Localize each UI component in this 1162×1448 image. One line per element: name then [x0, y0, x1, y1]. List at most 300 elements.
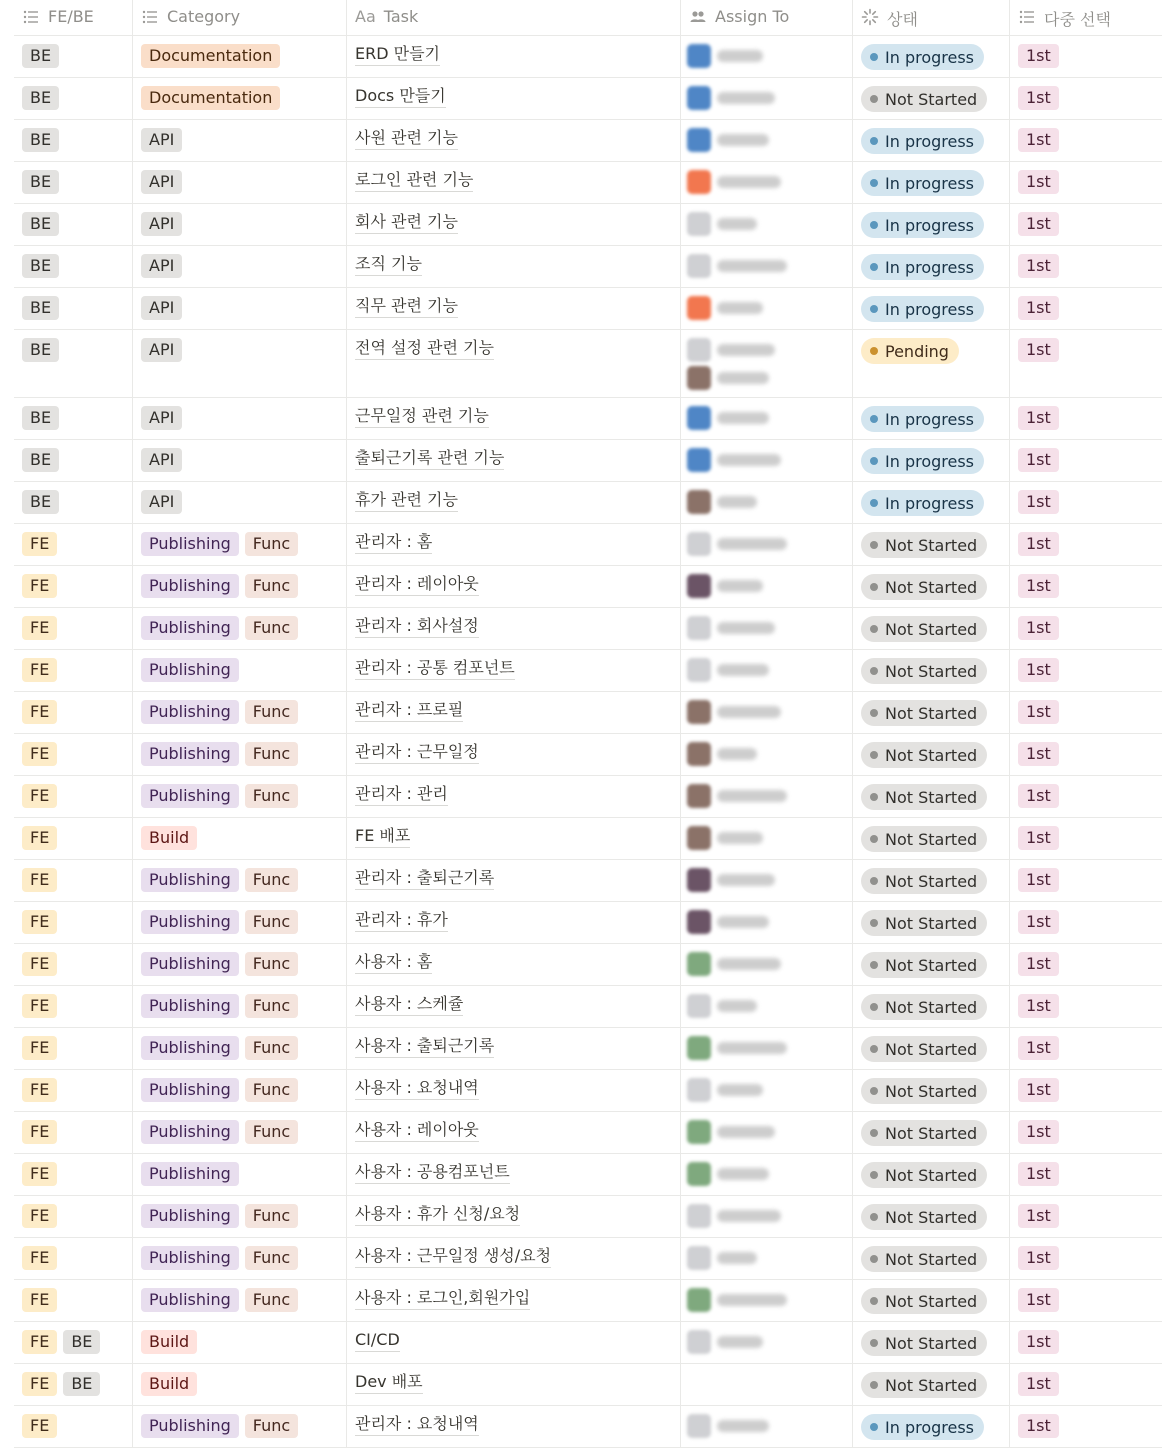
- assignee-cell[interactable]: [681, 650, 853, 691]
- table-row[interactable]: [14, 120, 1162, 162]
- task-cell[interactable]: [347, 1280, 681, 1321]
- assignee-cell[interactable]: [681, 944, 853, 985]
- multi-select-cell[interactable]: [1010, 860, 1162, 901]
- avatar: [687, 1414, 711, 1438]
- task-title-link[interactable]: 사용자 : 로그인,회원가입: [355, 1288, 530, 1310]
- category-cell[interactable]: [133, 1028, 347, 1069]
- table-row[interactable]: [14, 692, 1162, 734]
- category-cell[interactable]: [133, 440, 347, 481]
- assignee-cell[interactable]: [681, 1028, 853, 1069]
- task-cell[interactable]: [347, 902, 681, 943]
- task-cell[interactable]: [347, 482, 681, 523]
- task-cell[interactable]: [347, 692, 681, 733]
- status-cell[interactable]: [853, 1196, 1010, 1237]
- task-cell[interactable]: [347, 608, 681, 649]
- category-cell[interactable]: [133, 776, 347, 817]
- category-cell[interactable]: [133, 986, 347, 1027]
- status-cell[interactable]: [853, 818, 1010, 859]
- assignee-name-redacted: [717, 1000, 757, 1012]
- assignee-cell[interactable]: [681, 818, 853, 859]
- table-row[interactable]: [14, 204, 1162, 246]
- table-row[interactable]: [14, 524, 1162, 566]
- column-header-category[interactable]: [133, 0, 347, 35]
- table-row[interactable]: [14, 1070, 1162, 1112]
- task-title-link[interactable]: 직무 관련 기능: [355, 296, 458, 318]
- category-cell[interactable]: [133, 860, 347, 901]
- category-cell[interactable]: [133, 692, 347, 733]
- febe-cell[interactable]: [14, 440, 133, 481]
- multi-select-cell[interactable]: [1010, 1322, 1162, 1363]
- multi-select-cell[interactable]: [1010, 1112, 1162, 1153]
- task-cell[interactable]: [347, 440, 681, 481]
- febe-tag: BE: [22, 448, 59, 472]
- category-cell[interactable]: [133, 330, 347, 397]
- category-cell[interactable]: [133, 1112, 347, 1153]
- febe-cell[interactable]: [14, 1364, 133, 1405]
- task-cell[interactable]: [347, 78, 681, 119]
- task-title-link[interactable]: 조직 기능: [355, 254, 422, 276]
- febe-cell[interactable]: [14, 1238, 133, 1279]
- category-tag: Func: [245, 910, 298, 934]
- multi-select-cell[interactable]: [1010, 120, 1162, 161]
- status-cell[interactable]: [853, 1070, 1010, 1111]
- task-cell[interactable]: [347, 860, 681, 901]
- task-cell[interactable]: [347, 986, 681, 1027]
- multi-select-cell[interactable]: [1010, 1070, 1162, 1111]
- task-cell[interactable]: [347, 204, 681, 245]
- table-row[interactable]: [14, 1364, 1162, 1406]
- multi-select-cell[interactable]: [1010, 818, 1162, 859]
- table-row[interactable]: [14, 1238, 1162, 1280]
- task-cell[interactable]: [347, 330, 681, 397]
- table-row[interactable]: [14, 650, 1162, 692]
- table-row[interactable]: [14, 78, 1162, 120]
- category-cell[interactable]: [133, 120, 347, 161]
- multi-select-cell[interactable]: [1010, 440, 1162, 481]
- table-row[interactable]: [14, 36, 1162, 78]
- table-row[interactable]: [14, 1154, 1162, 1196]
- task-cell[interactable]: [347, 1322, 681, 1363]
- task-cell[interactable]: [347, 776, 681, 817]
- status-cell[interactable]: [853, 204, 1010, 245]
- status-cell[interactable]: [853, 944, 1010, 985]
- assignee-cell[interactable]: [681, 1364, 853, 1405]
- table-row[interactable]: [14, 902, 1162, 944]
- status-cell[interactable]: [853, 288, 1010, 329]
- column-header-multi-select[interactable]: [1010, 0, 1162, 35]
- status-cell[interactable]: [853, 120, 1010, 161]
- assignee-cell[interactable]: [681, 482, 853, 523]
- task-title-link[interactable]: 관리자 : 요청내역: [355, 1414, 479, 1436]
- assignee-cell[interactable]: [681, 1196, 853, 1237]
- task-cell[interactable]: [347, 524, 681, 565]
- febe-cell[interactable]: [14, 1070, 133, 1111]
- task-cell[interactable]: [347, 1364, 681, 1405]
- multi-select-cell[interactable]: [1010, 1280, 1162, 1321]
- multi-select-cell[interactable]: [1010, 524, 1162, 565]
- task-title-link[interactable]: 근무일정 관련 기능: [355, 406, 489, 428]
- table-row[interactable]: [14, 566, 1162, 608]
- task-cell[interactable]: [347, 818, 681, 859]
- febe-cell[interactable]: [14, 482, 133, 523]
- assignee-cell[interactable]: [681, 860, 853, 901]
- assignee-cell[interactable]: [681, 1112, 853, 1153]
- status-cell[interactable]: [853, 860, 1010, 901]
- table-row[interactable]: [14, 246, 1162, 288]
- febe-cell[interactable]: [14, 734, 133, 775]
- task-title-link[interactable]: 관리자 : 휴가: [355, 910, 448, 932]
- assignee-cell[interactable]: [681, 608, 853, 649]
- assignee-cell[interactable]: [681, 288, 853, 329]
- task-cell[interactable]: [347, 36, 681, 77]
- category-cell[interactable]: [133, 734, 347, 775]
- task-cell[interactable]: [347, 566, 681, 607]
- task-title-link[interactable]: 사용자 : 레이아웃: [355, 1120, 479, 1142]
- category-cell[interactable]: [133, 482, 347, 523]
- task-title-link[interactable]: 전역 설정 관련 기능: [355, 338, 494, 360]
- assignee-cell[interactable]: [681, 1070, 853, 1111]
- category-tag: Func: [245, 1120, 298, 1144]
- category-cell[interactable]: [133, 246, 347, 287]
- category-cell[interactable]: [133, 566, 347, 607]
- status-cell[interactable]: [853, 1364, 1010, 1405]
- table-row[interactable]: [14, 734, 1162, 776]
- category-cell[interactable]: [133, 1322, 347, 1363]
- febe-cell[interactable]: [14, 36, 133, 77]
- assignee-cell[interactable]: [681, 986, 853, 1027]
- febe-tag: FE: [22, 952, 57, 976]
- multi-select-cell[interactable]: [1010, 1406, 1162, 1447]
- category-cell[interactable]: [133, 1280, 347, 1321]
- task-title-link[interactable]: 관리자 : 공통 컴포넌트: [355, 658, 515, 680]
- table-row[interactable]: [14, 1112, 1162, 1154]
- assignee-cell[interactable]: [681, 246, 853, 287]
- multi-select-cell[interactable]: [1010, 902, 1162, 943]
- febe-cell[interactable]: [14, 78, 133, 119]
- status-cell[interactable]: [853, 1280, 1010, 1321]
- febe-cell[interactable]: [14, 120, 133, 161]
- task-title-link[interactable]: 출퇴근기록 관련 기능: [355, 448, 504, 470]
- table-row[interactable]: [14, 440, 1162, 482]
- assignee-cell[interactable]: [681, 120, 853, 161]
- task-cell[interactable]: [347, 944, 681, 985]
- status-cell[interactable]: [853, 692, 1010, 733]
- category-cell[interactable]: [133, 1364, 347, 1405]
- febe-cell[interactable]: [14, 398, 133, 439]
- assignee-cell[interactable]: [681, 1238, 853, 1279]
- category-cell[interactable]: [133, 36, 347, 77]
- task-title-link[interactable]: 관리자 : 프로필: [355, 700, 463, 722]
- assignee: [687, 1036, 844, 1060]
- status-cell[interactable]: [853, 734, 1010, 775]
- multi-select-cell[interactable]: [1010, 398, 1162, 439]
- task-cell[interactable]: [347, 1238, 681, 1279]
- assignee-cell[interactable]: [681, 36, 853, 77]
- category-cell[interactable]: [133, 1238, 347, 1279]
- febe-cell[interactable]: [14, 1406, 133, 1447]
- status-cell[interactable]: [853, 1154, 1010, 1195]
- status-cell[interactable]: [853, 398, 1010, 439]
- febe-cell[interactable]: [14, 524, 133, 565]
- assignee-cell[interactable]: [681, 1280, 853, 1321]
- febe-cell[interactable]: [14, 246, 133, 287]
- task-title-link[interactable]: 회사 관련 기능: [355, 212, 458, 234]
- multi-select-cell[interactable]: [1010, 288, 1162, 329]
- assignee: [687, 406, 844, 430]
- status-dot-icon: [870, 137, 878, 145]
- status-dot-icon: [870, 457, 878, 465]
- febe-tag: BE: [63, 1330, 100, 1354]
- febe-cell[interactable]: [14, 330, 133, 397]
- category-cell[interactable]: [133, 1196, 347, 1237]
- assignee-name-redacted: [717, 134, 769, 146]
- category-cell[interactable]: [133, 818, 347, 859]
- multi-select-cell[interactable]: [1010, 776, 1162, 817]
- multi-select-cell[interactable]: [1010, 78, 1162, 119]
- multi-select-cell[interactable]: [1010, 482, 1162, 523]
- table-row[interactable]: [14, 1196, 1162, 1238]
- febe-cell[interactable]: [14, 776, 133, 817]
- task-title-link[interactable]: CI/CD: [355, 1330, 400, 1352]
- table-row[interactable]: [14, 482, 1162, 524]
- task-cell[interactable]: [347, 1406, 681, 1447]
- febe-cell[interactable]: [14, 650, 133, 691]
- task-title-link[interactable]: 사용자 : 근무일정 생성/요청: [355, 1246, 551, 1268]
- assignee-cell[interactable]: [681, 78, 853, 119]
- status-cell[interactable]: [853, 330, 1010, 397]
- febe-cell[interactable]: [14, 162, 133, 203]
- task-cell[interactable]: [347, 162, 681, 203]
- status-cell[interactable]: [853, 524, 1010, 565]
- table-row[interactable]: [14, 1406, 1162, 1448]
- assignee-cell[interactable]: [681, 204, 853, 245]
- task-cell[interactable]: [347, 650, 681, 691]
- task-cell[interactable]: [347, 246, 681, 287]
- febe-cell[interactable]: [14, 1028, 133, 1069]
- category-cell[interactable]: [133, 288, 347, 329]
- assignee-cell[interactable]: [681, 566, 853, 607]
- task-cell[interactable]: [347, 1112, 681, 1153]
- task-cell[interactable]: [347, 734, 681, 775]
- multi-select-cell[interactable]: [1010, 1196, 1162, 1237]
- category-cell[interactable]: [133, 1406, 347, 1447]
- status-label: Not Started: [885, 535, 978, 555]
- status-cell[interactable]: [853, 162, 1010, 203]
- category-cell[interactable]: [133, 398, 347, 439]
- task-title-link[interactable]: FE 배포: [355, 826, 410, 848]
- table-row[interactable]: [14, 1322, 1162, 1364]
- febe-cell[interactable]: [14, 902, 133, 943]
- task-title-link[interactable]: 관리자 : 홈: [355, 532, 432, 554]
- multi-select-cell[interactable]: [1010, 734, 1162, 775]
- febe-cell[interactable]: [14, 1154, 133, 1195]
- task-cell[interactable]: [347, 1196, 681, 1237]
- task-title-link[interactable]: ERD 만들기: [355, 44, 440, 66]
- category-cell[interactable]: [133, 902, 347, 943]
- multi-select-cell[interactable]: [1010, 36, 1162, 77]
- assignee-cell[interactable]: [681, 902, 853, 943]
- febe-cell[interactable]: [14, 1196, 133, 1237]
- assignee-cell[interactable]: [681, 776, 853, 817]
- task-title-link[interactable]: 관리자 : 레이아웃: [355, 574, 479, 596]
- task-cell[interactable]: [347, 120, 681, 161]
- category-cell[interactable]: [133, 944, 347, 985]
- status-cell[interactable]: [853, 650, 1010, 691]
- status-label: In progress: [885, 257, 975, 277]
- multi-select-cell[interactable]: [1010, 566, 1162, 607]
- category-cell[interactable]: [133, 162, 347, 203]
- task-cell[interactable]: [347, 398, 681, 439]
- assignee-cell[interactable]: [681, 398, 853, 439]
- task-cell[interactable]: [347, 1070, 681, 1111]
- status-cell[interactable]: [853, 1406, 1010, 1447]
- assignee-cell[interactable]: [681, 692, 853, 733]
- status-cell[interactable]: [853, 566, 1010, 607]
- task-title-link[interactable]: 사용자 : 스케쥴: [355, 994, 463, 1016]
- table-row[interactable]: [14, 986, 1162, 1028]
- status-dot-icon: [870, 1087, 878, 1095]
- assignee-cell[interactable]: [681, 162, 853, 203]
- table-row[interactable]: [14, 162, 1162, 204]
- febe-cell[interactable]: [14, 692, 133, 733]
- table-row[interactable]: [14, 776, 1162, 818]
- status-cell[interactable]: [853, 776, 1010, 817]
- status-cell[interactable]: [853, 246, 1010, 287]
- status-cell[interactable]: [853, 608, 1010, 649]
- multi-select-cell[interactable]: [1010, 204, 1162, 245]
- task-cell[interactable]: [347, 1154, 681, 1195]
- assignee-name-redacted: [717, 1420, 769, 1432]
- assignee-cell[interactable]: [681, 1322, 853, 1363]
- febe-cell[interactable]: [14, 986, 133, 1027]
- assignee: [687, 448, 844, 472]
- task-title-link[interactable]: 관리자 : 근무일정: [355, 742, 479, 764]
- category-cell[interactable]: [133, 1154, 347, 1195]
- febe-cell[interactable]: [14, 1280, 133, 1321]
- status-cell[interactable]: [853, 1112, 1010, 1153]
- category-tag: Func: [245, 532, 298, 556]
- category-cell[interactable]: [133, 524, 347, 565]
- multi-select-cell[interactable]: [1010, 1028, 1162, 1069]
- multi-select-cell[interactable]: [1010, 1238, 1162, 1279]
- category-cell[interactable]: [133, 1070, 347, 1111]
- assignee-name-redacted: [717, 1336, 763, 1348]
- list-icon: [22, 8, 40, 26]
- category-cell[interactable]: [133, 204, 347, 245]
- multi-select-cell[interactable]: [1010, 162, 1162, 203]
- multi-select-cell[interactable]: [1010, 246, 1162, 287]
- status-label: Not Started: [885, 745, 978, 765]
- febe-tag: FE: [22, 994, 57, 1018]
- column-header-status[interactable]: [853, 0, 1010, 35]
- assignee-cell[interactable]: [681, 524, 853, 565]
- task-title-link[interactable]: 사용자 : 휴가 신청/요청: [355, 1204, 520, 1226]
- table-row[interactable]: [14, 818, 1162, 860]
- assignee: [687, 994, 844, 1018]
- status-cell[interactable]: [853, 36, 1010, 77]
- task-title-link[interactable]: 휴가 관련 기능: [355, 490, 458, 512]
- table-row[interactable]: [14, 398, 1162, 440]
- task-title-link[interactable]: 사원 관련 기능: [355, 128, 458, 150]
- column-header-task[interactable]: [347, 0, 681, 35]
- febe-cell[interactable]: [14, 818, 133, 859]
- assignee-cell[interactable]: [681, 1406, 853, 1447]
- category-tag: Publishing: [141, 952, 239, 976]
- multi-select-cell[interactable]: [1010, 650, 1162, 691]
- status-badge: [861, 616, 987, 642]
- status-cell[interactable]: [853, 78, 1010, 119]
- febe-cell[interactable]: [14, 566, 133, 607]
- table-row[interactable]: [14, 330, 1162, 398]
- table-row[interactable]: [14, 1280, 1162, 1322]
- status-cell[interactable]: [853, 482, 1010, 523]
- multi-select-cell[interactable]: [1010, 1364, 1162, 1405]
- assignee-name-redacted: [717, 260, 787, 272]
- task-title-link[interactable]: 관리자 : 관리: [355, 784, 448, 806]
- category-cell[interactable]: [133, 78, 347, 119]
- table-row[interactable]: [14, 608, 1162, 650]
- task-title-link[interactable]: 사용자 : 출퇴근기록: [355, 1036, 494, 1058]
- table-row[interactable]: [14, 944, 1162, 986]
- febe-cell[interactable]: [14, 1112, 133, 1153]
- task-title-link[interactable]: Docs 만들기: [355, 86, 446, 108]
- febe-cell[interactable]: [14, 608, 133, 649]
- febe-cell[interactable]: [14, 860, 133, 901]
- assignee-name-redacted: [717, 92, 775, 104]
- task-title-link[interactable]: 사용자 : 공용컴포넌트: [355, 1162, 510, 1184]
- table-row[interactable]: [14, 860, 1162, 902]
- status-cell[interactable]: [853, 902, 1010, 943]
- status-label: Not Started: [885, 1165, 978, 1185]
- task-title-link[interactable]: 사용자 : 요청내역: [355, 1078, 479, 1100]
- multi-select-cell[interactable]: [1010, 986, 1162, 1027]
- task-cell[interactable]: [347, 288, 681, 329]
- multi-select-cell[interactable]: [1010, 608, 1162, 649]
- category-cell[interactable]: [133, 650, 347, 691]
- status-dot-icon: [870, 1045, 878, 1053]
- multi-select-cell[interactable]: [1010, 1154, 1162, 1195]
- febe-cell[interactable]: [14, 1322, 133, 1363]
- status-cell[interactable]: [853, 1322, 1010, 1363]
- status-cell[interactable]: [853, 986, 1010, 1027]
- column-header-febe[interactable]: [14, 0, 133, 35]
- assignee-cell[interactable]: [681, 330, 853, 397]
- assignee-cell[interactable]: [681, 734, 853, 775]
- febe-cell[interactable]: [14, 288, 133, 329]
- task-title-link[interactable]: 관리자 : 출퇴근기록: [355, 868, 494, 890]
- status-cell[interactable]: [853, 1028, 1010, 1069]
- multi-select-cell[interactable]: [1010, 692, 1162, 733]
- table-row[interactable]: [14, 1028, 1162, 1070]
- assignee-cell[interactable]: [681, 1154, 853, 1195]
- table-row[interactable]: [14, 288, 1162, 330]
- column-header-assign[interactable]: [681, 0, 853, 35]
- multi-select-cell[interactable]: [1010, 944, 1162, 985]
- task-title-link[interactable]: 로그인 관련 기능: [355, 170, 473, 192]
- febe-tag: BE: [63, 1372, 100, 1396]
- task-title-link[interactable]: 사용자 : 홈: [355, 952, 432, 974]
- multi-select-cell[interactable]: [1010, 330, 1162, 397]
- task-title-link[interactable]: 관리자 : 회사설정: [355, 616, 479, 638]
- febe-cell[interactable]: [14, 204, 133, 245]
- febe-cell[interactable]: [14, 944, 133, 985]
- status-cell[interactable]: [853, 440, 1010, 481]
- assignee-cell[interactable]: [681, 440, 853, 481]
- category-cell[interactable]: [133, 608, 347, 649]
- task-title-link[interactable]: Dev 배포: [355, 1372, 423, 1394]
- status-cell[interactable]: [853, 1238, 1010, 1279]
- task-cell[interactable]: [347, 1028, 681, 1069]
